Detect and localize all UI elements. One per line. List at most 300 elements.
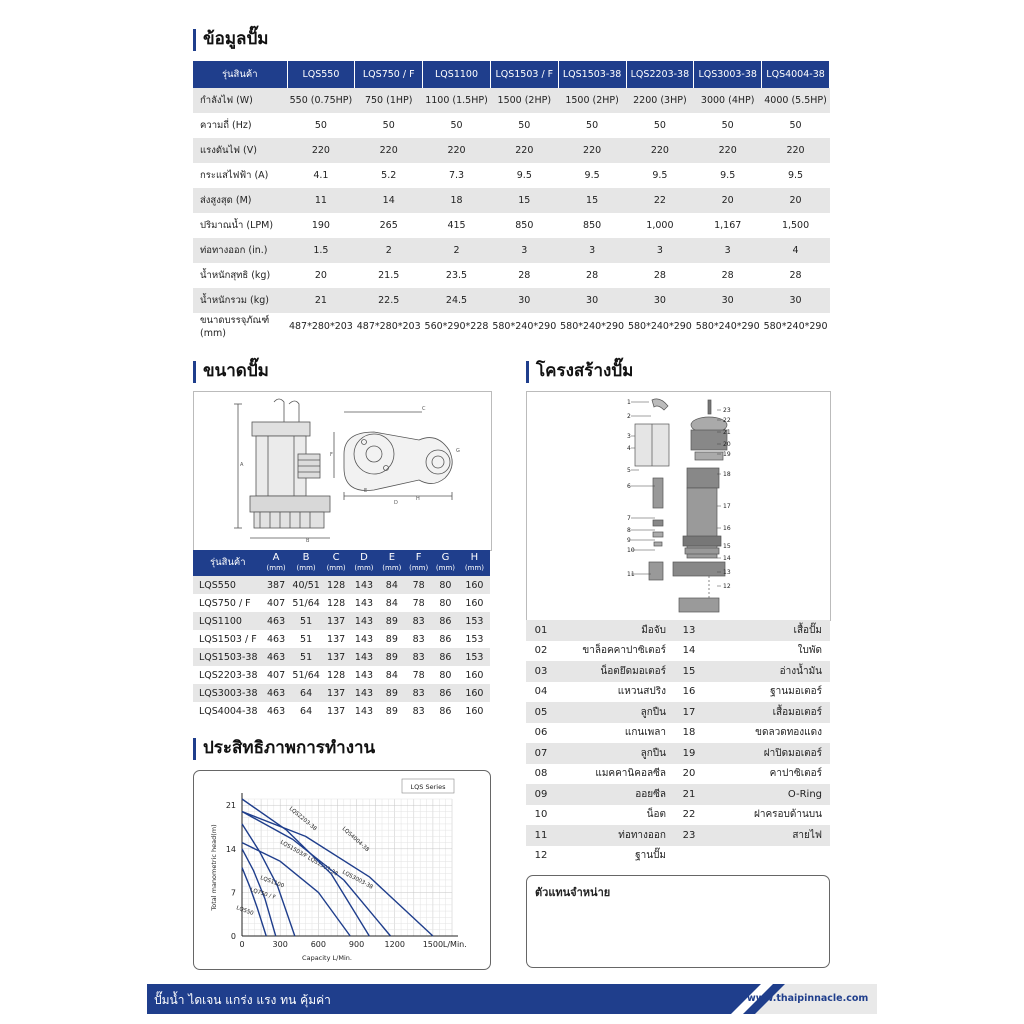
curve-label: LQ550	[235, 905, 255, 918]
dim-cell: 463	[263, 684, 290, 702]
spec-cell: 1,000	[646, 220, 674, 231]
dim-row-model: LQS550	[193, 576, 263, 594]
dim-column-letter: F	[415, 552, 422, 563]
dim-cell: 463	[267, 633, 286, 645]
spec-cell: 750 (1HP)	[355, 88, 423, 113]
dim-cell: 143	[354, 705, 374, 717]
part-number: 06	[534, 727, 548, 739]
dim-row-model: LQS1503-38	[193, 648, 263, 666]
dim-row-model: LQS1100	[193, 612, 263, 630]
dim-row	[193, 666, 490, 684]
x-tick-label: 900	[348, 940, 365, 949]
spec-cell: 50	[653, 120, 666, 131]
dim-column-letter: C	[332, 552, 340, 563]
spec-cell: 220	[694, 138, 762, 163]
dim-cell: 84	[385, 669, 398, 681]
spec-cell: 265	[379, 220, 398, 231]
dim-column-unit: (mm)	[266, 564, 286, 572]
exploded-part-number: 22	[723, 417, 731, 424]
spec-cell: 220	[762, 138, 830, 163]
part-number: 19	[674, 743, 704, 764]
dim-cell: 407	[267, 669, 286, 681]
exploded-part-number: 19	[723, 451, 731, 458]
part-number: 18	[682, 727, 696, 739]
dim-cell: 83	[405, 684, 432, 702]
part-number: 05	[526, 702, 556, 723]
dimension-letter: C	[422, 406, 426, 412]
part-name: ลูกปืน	[556, 743, 674, 764]
dim-row	[193, 702, 490, 720]
part-number: 22	[682, 809, 696, 821]
spec-cell: 1,167	[714, 220, 742, 231]
dim-column-header	[263, 550, 290, 576]
dim-row-model: LQS3003-38	[193, 684, 263, 702]
x-tick-label: 1500	[422, 940, 444, 949]
part-number: 16	[682, 686, 696, 698]
spec-row-label: น้ำหนักสุทธิ (kg)	[200, 270, 271, 281]
curve-label: LQS1100	[259, 875, 285, 890]
exploded-part-number: 21	[723, 429, 731, 436]
spec-cell: 487*280*203	[356, 320, 421, 332]
dim-cell: 128	[327, 597, 346, 609]
dim-cell: 83	[412, 705, 425, 717]
dim-cell: 80	[439, 669, 452, 681]
spec-cell: 2	[423, 238, 491, 263]
part-name: เสื้อปั๊ม	[704, 620, 830, 641]
x-tick-label: 300	[272, 940, 288, 949]
dim-cell: 40/51	[289, 576, 322, 594]
dealer-label: ตัวแทนจำหน่าย	[535, 886, 611, 899]
parts-row	[526, 620, 830, 641]
curve-label: LQS2203-38	[287, 805, 318, 833]
spec-corner-label: รุ่นสินค้า	[193, 61, 287, 88]
dim-cell: 128	[323, 576, 350, 594]
curve-label: LQS1503/F LQS1503-38	[279, 839, 339, 878]
part-number: 15	[674, 661, 704, 682]
part-name: สายไฟ	[704, 825, 830, 846]
part-name: ฝาปิดมอเตอร์	[704, 743, 830, 764]
spec-cell: 50	[789, 120, 802, 131]
part-number: 21	[674, 784, 704, 805]
exploded-part-number: 7	[627, 515, 631, 522]
parts-row	[526, 846, 830, 867]
dim-cell: 153	[459, 612, 490, 630]
spec-row	[193, 138, 830, 163]
dim-cell: 84	[378, 576, 405, 594]
dim-cell: 89	[378, 684, 405, 702]
dimension-letter: A	[240, 462, 244, 468]
spec-cell: 9.5	[652, 170, 668, 181]
part-name: เสื้อมอเตอร์	[704, 702, 830, 723]
dim-cell: 407	[267, 597, 286, 609]
spec-cell: 50	[314, 120, 327, 131]
spec-cell: 550 (0.75HP)	[287, 88, 355, 113]
dim-row-model: LQS4004-38	[199, 705, 258, 717]
spec-model-header: LQS1503 / F	[490, 61, 558, 88]
parts-row	[526, 764, 830, 785]
dim-cell: 137	[323, 612, 350, 630]
spec-cell: 30	[694, 288, 762, 313]
performance-title: ประสิทธิภาพการทำงาน	[193, 737, 375, 759]
spec-model-header: LQS1100	[423, 61, 491, 88]
exploded-part-number: 11	[627, 571, 635, 578]
spec-row	[193, 88, 830, 113]
dim-cell: 463	[263, 648, 290, 666]
exploded-view-drawing	[526, 391, 831, 621]
dim-cell: 143	[350, 648, 379, 666]
parts-row	[526, 784, 830, 805]
dim-cell: 160	[459, 576, 490, 594]
part-name: ฐานมอเตอร์	[770, 686, 822, 698]
dim-cell: 89	[385, 705, 398, 717]
spec-cell: 2	[355, 238, 423, 263]
spec-cell: 580*240*290	[492, 320, 557, 332]
parts-row	[526, 702, 830, 723]
spec-row	[193, 113, 830, 138]
dim-cell: 143	[350, 684, 379, 702]
spec-cell: 1,500	[781, 220, 810, 231]
parts-row	[526, 641, 830, 662]
exploded-part-number: 13	[723, 569, 731, 576]
spec-cell: 850	[583, 220, 602, 231]
part-name: แมคคานิคอลซีล	[595, 768, 666, 780]
spec-row-label: กระแสไฟฟ้า (A)	[200, 170, 269, 181]
dim-column-header	[378, 550, 405, 576]
dim-cell: 153	[465, 633, 484, 645]
spec-cell: 50	[518, 120, 531, 131]
spec-cell: 9.5	[584, 170, 600, 181]
spec-cell: 14	[355, 188, 423, 213]
part-name: ขดลวดทองแดง	[755, 727, 822, 739]
footer-slogan: ปั๊มน้ำ ไดเจน แกร่ง แรง ทน คุ้มค่า	[154, 993, 331, 1007]
spec-row-label: น้ำหนักรวม (kg)	[193, 288, 287, 313]
exploded-part-number: 10	[627, 547, 635, 554]
dim-cell: 84	[385, 597, 398, 609]
parts-row	[526, 743, 830, 764]
spec-cell: 24.5	[423, 288, 491, 313]
spec-row	[193, 163, 830, 188]
spec-cell: 220	[626, 138, 694, 163]
dim-column-header	[405, 550, 432, 576]
spec-cell: 22	[626, 188, 694, 213]
spec-cell: 50	[586, 120, 599, 131]
pump-size-title: ขนาดปั๊ม	[193, 360, 269, 382]
part-number: 07	[526, 743, 556, 764]
dim-column-unit: (mm)	[435, 564, 455, 572]
dim-cell: 160	[459, 684, 490, 702]
spec-cell: 220	[287, 138, 355, 163]
part-number: 23	[674, 825, 704, 846]
dim-cell: 51	[300, 633, 313, 645]
dim-column-header	[350, 550, 379, 576]
dimension-letter: F	[330, 452, 333, 458]
exploded-part-number: 17	[723, 503, 731, 510]
part-number: 11	[526, 825, 556, 846]
dim-cell: 83	[412, 633, 425, 645]
x-unit-label: L/Min.	[442, 940, 467, 949]
spec-cell: 21	[287, 288, 355, 313]
parts-row	[526, 805, 830, 826]
spec-cell: 20	[762, 188, 830, 213]
spec-cell: 220	[355, 138, 423, 163]
spec-cell: 3	[558, 238, 626, 263]
part-name: ออยซีล	[556, 784, 674, 805]
spec-cell: 18	[423, 188, 491, 213]
dim-cell: 160	[465, 597, 484, 609]
dim-cell: 83	[405, 648, 432, 666]
dim-cell: 86	[432, 684, 459, 702]
part-name: ขาล็อคคาปาซิเตอร์	[582, 645, 666, 657]
y-tick-label: 7	[230, 888, 236, 898]
spec-cell: 50	[382, 120, 395, 131]
dim-column-unit: (mm)	[464, 564, 484, 572]
dim-column-header	[459, 550, 490, 576]
part-number: 20	[682, 768, 696, 780]
part-number: 01	[526, 620, 556, 641]
part-name: อ่างน้ำมัน	[704, 661, 830, 682]
spec-cell: 30	[626, 288, 694, 313]
spec-cell: 580*240*290	[560, 320, 625, 332]
dim-cell: 143	[354, 669, 374, 681]
spec-cell: 30	[762, 288, 830, 313]
spec-model-header: LQS550	[287, 61, 355, 88]
dim-row	[193, 648, 490, 666]
performance-chart-box	[193, 770, 491, 970]
spec-cell: 21.5	[378, 270, 400, 281]
dim-cell: 51/64	[292, 597, 320, 609]
spec-model-header: LQS2203-38	[626, 61, 694, 88]
part-number: 09	[526, 784, 556, 805]
spec-cell: 220	[490, 138, 558, 163]
dim-row	[193, 594, 490, 612]
part-name: แหวนสปริง	[617, 686, 666, 698]
parts-table	[526, 620, 830, 866]
spec-cell: 28	[586, 270, 599, 281]
part-name: น็อตยึดมอเตอร์	[556, 661, 674, 682]
spec-cell: 4.1	[313, 170, 329, 181]
dimension-letter: B	[306, 538, 310, 544]
spec-row-label: ปริมาณน้ำ (LPM)	[200, 220, 274, 231]
part-number: 12	[534, 850, 548, 862]
dim-cell: 463	[263, 612, 290, 630]
dim-column-letter: A	[272, 552, 280, 563]
dim-row	[193, 612, 490, 630]
curve-label: LQ750 / F	[249, 887, 277, 902]
dim-cell: 86	[439, 705, 452, 717]
spec-row-label: ส่งสูงสุด (M)	[193, 188, 287, 213]
dim-cell: 89	[378, 612, 405, 630]
part-number: 10	[534, 809, 548, 821]
exploded-part-number: 15	[723, 543, 731, 550]
dim-cell: 64	[300, 705, 313, 717]
spec-cell: 15	[558, 188, 626, 213]
dim-column-letter: B	[302, 552, 310, 563]
dim-cell: 387	[263, 576, 290, 594]
dim-cell: 143	[354, 633, 374, 645]
spec-cell: 50	[721, 120, 734, 131]
pump-dimension-svg	[194, 392, 491, 550]
dim-column-unit: (mm)	[326, 564, 346, 572]
dim-row-model: LQS2203-38	[199, 669, 258, 681]
exploded-part-number: 20	[723, 441, 731, 448]
spec-cell: 50	[450, 120, 463, 131]
dim-cell: 78	[412, 597, 425, 609]
spec-cell: 28	[518, 270, 531, 281]
spec-cell: 22.5	[355, 288, 423, 313]
spec-cell: 30	[490, 288, 558, 313]
pump-structure-title: โครงสร้างปั๊ม	[526, 360, 633, 382]
part-name: แกนเพลา	[624, 727, 666, 739]
spec-cell: 580*240*290	[763, 320, 828, 332]
curve-label: LQS3003-38	[341, 869, 374, 891]
spec-row-label: ความถี่ (Hz)	[200, 120, 252, 131]
spec-cell: 28	[789, 270, 802, 281]
spec-row	[193, 213, 830, 238]
exploded-part-number: 3	[627, 433, 631, 440]
part-name: มือจับ	[556, 620, 674, 641]
x-tick-label: 600	[310, 940, 327, 949]
legend-text: LQS Series	[410, 783, 446, 791]
spec-cell: 3	[694, 238, 762, 263]
exploded-part-number: 16	[723, 525, 731, 532]
curve-label: LQS4004-38	[340, 826, 370, 854]
spec-row-label: ขนาดบรรจุภัณฑ์ (mm)	[200, 315, 270, 339]
exploded-part-number: 5	[627, 467, 631, 474]
dim-cell: 83	[405, 612, 432, 630]
dim-cell: 51	[289, 612, 322, 630]
dimension-letter: H	[416, 496, 420, 502]
spec-cell: 1500 (2HP)	[490, 88, 558, 113]
dim-cell: 143	[350, 612, 379, 630]
dim-cell: 78	[405, 576, 432, 594]
y-tick-label: 0	[230, 932, 236, 941]
spec-cell: 5.2	[381, 170, 397, 181]
spec-row	[193, 288, 830, 313]
dim-cell: 137	[323, 684, 350, 702]
dim-row-model: LQS750 / F	[199, 597, 251, 609]
exploded-part-number: 14	[723, 555, 731, 562]
spec-cell: 415	[447, 220, 466, 231]
dim-column-unit: (mm)	[409, 564, 429, 572]
dim-column-unit: (mm)	[296, 564, 316, 572]
spec-cell: 20	[694, 188, 762, 213]
exploded-part-number: 8	[627, 527, 631, 534]
spec-cell: 580*240*290	[695, 320, 760, 332]
spec-cell: 3	[490, 238, 558, 263]
dimension-letter: D	[394, 500, 398, 506]
dimension-drawing	[193, 391, 492, 551]
dim-column-unit: (mm)	[382, 564, 402, 572]
parts-row	[526, 661, 830, 682]
spec-cell: 3	[626, 238, 694, 263]
part-name: ท่อทางออก	[556, 825, 674, 846]
part-name: น็อต	[646, 809, 666, 821]
dim-cell: 89	[378, 648, 405, 666]
dim-column-header	[323, 550, 350, 576]
part-number: 13	[674, 620, 704, 641]
dim-cell: 51/64	[292, 669, 320, 681]
part-name: ใบพัด	[797, 645, 822, 657]
spec-row	[193, 313, 830, 339]
dim-cell: 143	[354, 597, 374, 609]
dim-column-unit: (mm)	[354, 564, 374, 572]
spec-cell: 9.5	[787, 170, 804, 181]
dim-row	[193, 684, 490, 702]
dim-cell: 137	[327, 633, 346, 645]
dim-cell: 51	[289, 648, 322, 666]
dim-cell: 160	[465, 705, 484, 717]
dimension-table	[193, 550, 490, 720]
dim-cell: 86	[432, 648, 459, 666]
dim-cell: 153	[459, 648, 490, 666]
part-name: ลูกปืน	[556, 702, 674, 723]
spec-cell: 28	[721, 270, 734, 281]
spec-cell: 9.5	[516, 170, 532, 181]
dim-cell: 86	[439, 633, 452, 645]
spec-cell: 560*290*228	[424, 320, 489, 332]
footer	[147, 984, 877, 1014]
pump-data-title: ข้อมูลปั๊ม	[193, 28, 268, 50]
spec-model-header: LQS3003-38	[694, 61, 762, 88]
part-name: ฝาครอบด้านบน	[753, 809, 822, 821]
dim-cell: 80	[432, 576, 459, 594]
footer-website-link[interactable]: www.thaipinnacle.com	[747, 993, 869, 1004]
part-number: 03	[526, 661, 556, 682]
dim-cell: 80	[439, 597, 452, 609]
exploded-part-number: 12	[723, 583, 731, 590]
spec-row-label: แรงดันไฟ (V)	[193, 138, 287, 163]
spec-row-label: กำลังไฟ (W)	[193, 88, 287, 113]
parts-row	[526, 825, 830, 846]
exploded-part-number: 4	[627, 445, 631, 452]
spec-cell: 3000 (4HP)	[694, 88, 762, 113]
dim-row-model: LQS1503 / F	[199, 633, 257, 645]
dim-cell: 137	[323, 648, 350, 666]
spec-cell: 28	[653, 270, 666, 281]
x-tick-label: 1200	[384, 940, 405, 949]
dim-cell: 160	[465, 669, 484, 681]
spec-cell: 190	[311, 220, 330, 231]
exploded-part-number: 23	[723, 407, 731, 414]
spec-row	[193, 263, 830, 288]
spec-cell: 1.5	[287, 238, 355, 263]
x-tick-label: 0	[239, 940, 245, 949]
exploded-part-number: 1	[627, 399, 631, 406]
dim-cell: 143	[350, 576, 379, 594]
dim-cell: 128	[327, 669, 346, 681]
spec-row-label: ท่อทางออก (in.)	[193, 238, 287, 263]
spec-cell: 2200 (3HP)	[626, 88, 694, 113]
dim-cell: 463	[267, 705, 286, 717]
part-name: O-Ring	[704, 784, 830, 805]
dim-column-header	[289, 550, 322, 576]
spec-cell: 1500 (2HP)	[558, 88, 626, 113]
parts-row	[526, 723, 830, 744]
exploded-part-number: 9	[627, 537, 631, 544]
spec-cell: 220	[558, 138, 626, 163]
spec-cell: 580*240*290	[627, 320, 692, 332]
spec-cell: 9.5	[720, 170, 736, 181]
spec-row	[193, 238, 830, 263]
spec-cell: 30	[558, 288, 626, 313]
dim-column-header	[432, 550, 459, 576]
dim-cell: 78	[412, 669, 425, 681]
spec-cell: 20	[314, 270, 327, 281]
dim-column-letter: E	[388, 552, 396, 563]
empty-cell	[704, 846, 830, 867]
spec-cell: 4	[762, 238, 830, 263]
y-tick-label: 21	[225, 801, 236, 811]
